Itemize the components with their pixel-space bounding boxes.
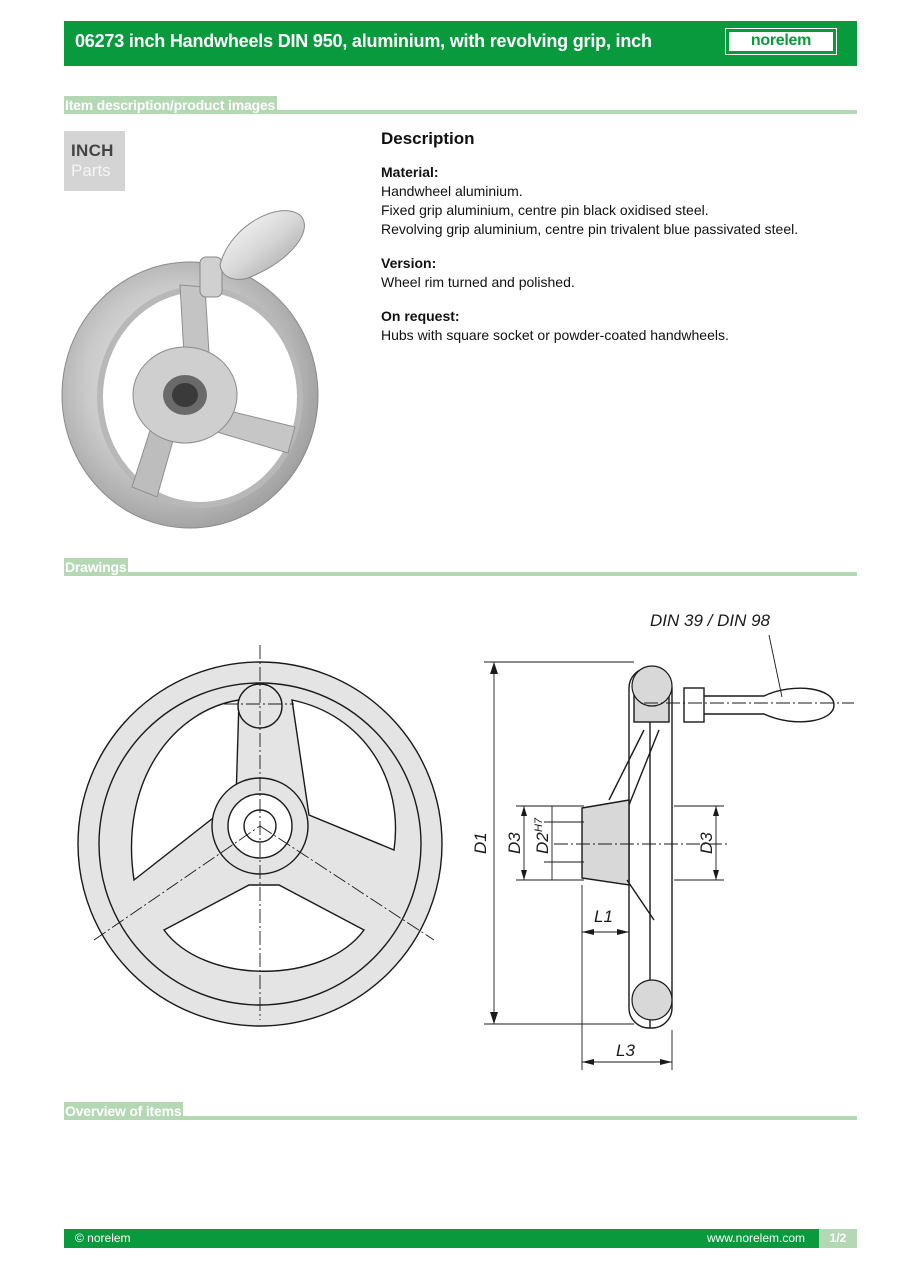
section-label: Overview of items — [65, 1103, 182, 1119]
footer-copyright: © norelem — [75, 1231, 131, 1245]
label-d2-tolerance: H7 — [533, 817, 545, 832]
label-d2: D2 — [533, 832, 552, 854]
on-request-block: On request: Hubs with square socket or powder-coated handwheels. — [381, 308, 729, 343]
technical-drawing — [64, 600, 854, 1080]
label-d3-left: D3 — [505, 832, 524, 854]
label-d1: D1 — [471, 832, 490, 854]
section-label: Item description/product images — [65, 97, 276, 113]
material-block: Material: Handwheel aluminium. Fixed grip aluminium, centre pin black oxidised steel. Revolving grip aluminium, centre pin trivalent blue passivated steel. — [381, 164, 799, 237]
label-l1: L1 — [594, 907, 613, 926]
description-title: Description — [381, 129, 475, 148]
norelem-logo: norelem — [725, 28, 837, 55]
page-number: 1/2 — [819, 1229, 857, 1248]
handwheel-product-image — [60, 205, 330, 535]
version-block: Version: Wheel rim turned and polished. — [381, 255, 575, 290]
footer-url[interactable]: www.norelem.com — [706, 1231, 805, 1245]
page-footer — [64, 1229, 857, 1248]
page-title: 06273 inch Handwheels DIN 950, aluminium, with revolving grip, inch — [75, 31, 652, 51]
inch-parts-badge: INCH Parts — [64, 131, 125, 191]
label-din: DIN 39 / DIN 98 — [650, 611, 770, 630]
description-panel — [381, 129, 851, 360]
label-l3: L3 — [616, 1041, 635, 1060]
section-label: Drawings — [65, 559, 127, 575]
label-d3-right: D3 — [697, 832, 716, 854]
page-header — [64, 21, 857, 66]
section-drawings — [64, 556, 857, 576]
section-overview — [64, 1100, 857, 1120]
section-item-description — [64, 94, 857, 114]
